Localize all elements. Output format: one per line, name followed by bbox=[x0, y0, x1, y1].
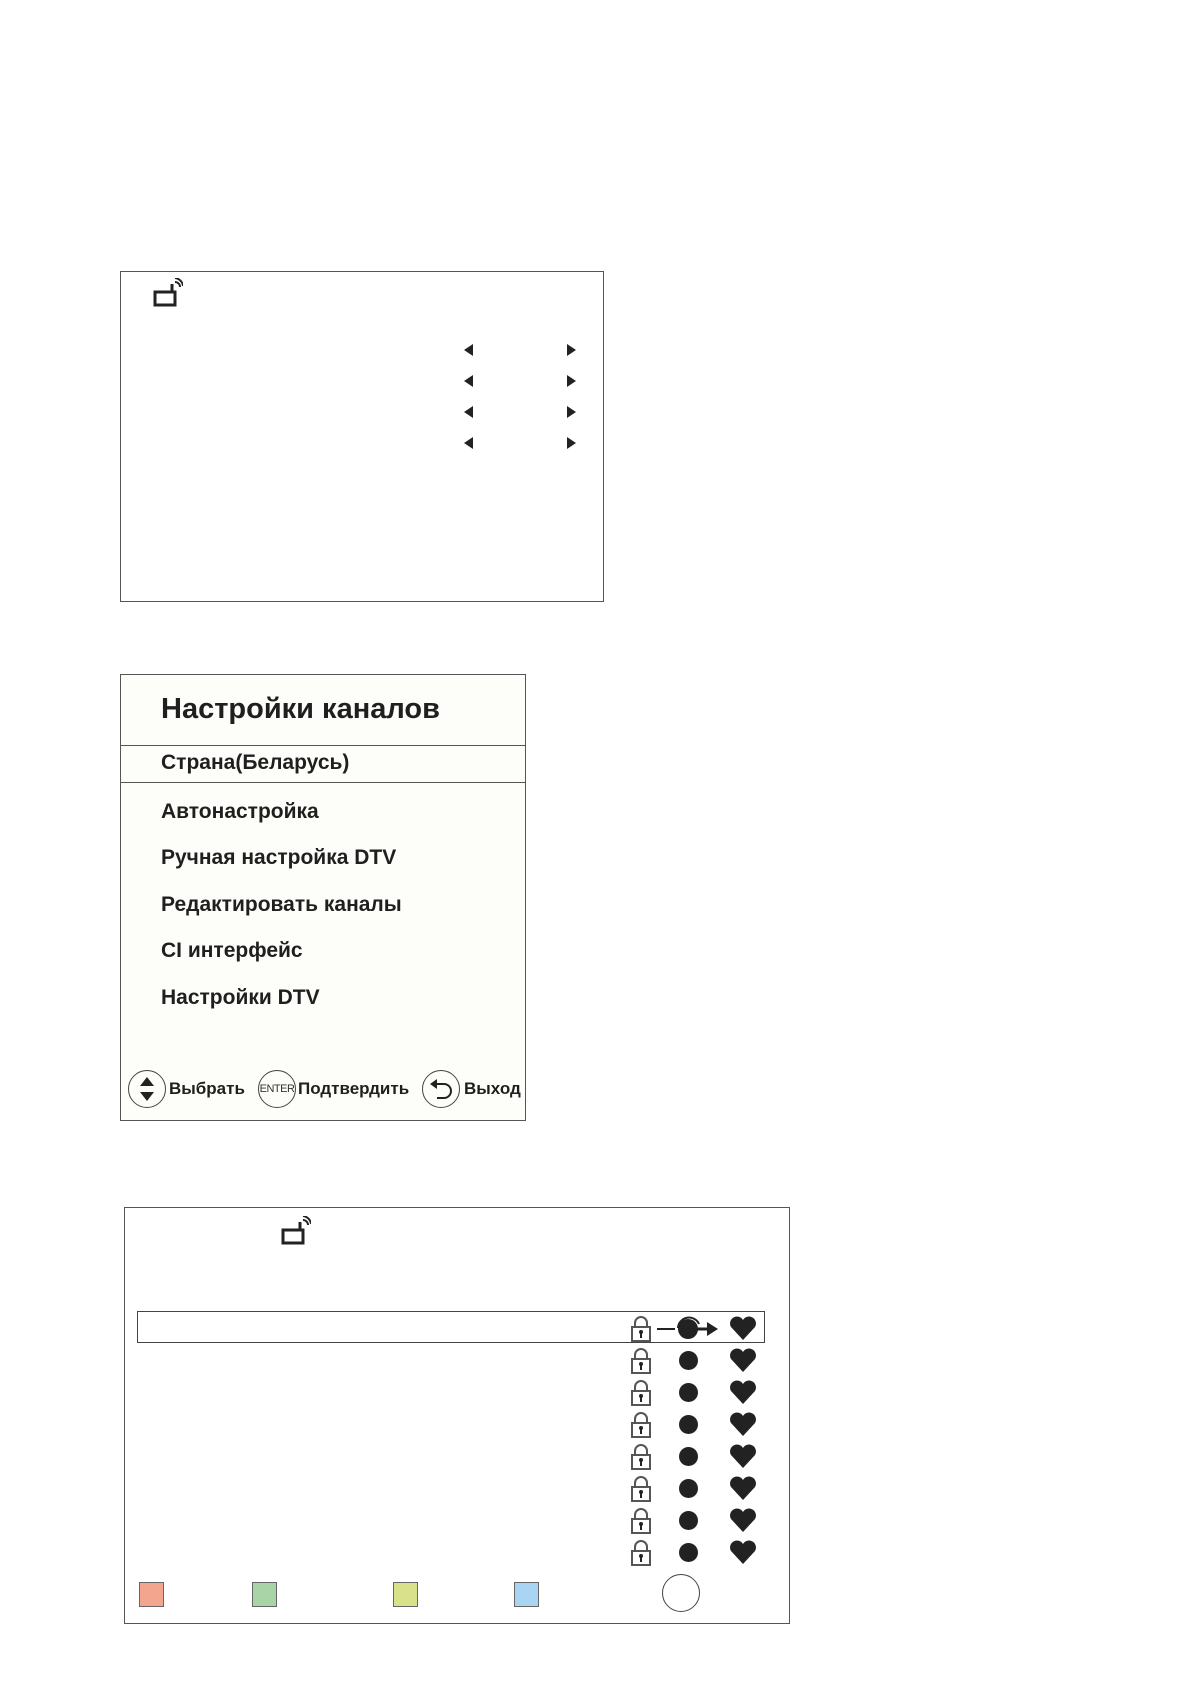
dot-icon[interactable] bbox=[679, 1415, 698, 1434]
channel-row[interactable] bbox=[125, 1345, 789, 1377]
heart-icon[interactable] bbox=[728, 1379, 758, 1410]
menu-item-dtv-settings[interactable]: Настройки DTV bbox=[161, 986, 320, 1009]
lock-icon[interactable] bbox=[630, 1347, 652, 1380]
back-return-icon[interactable] bbox=[422, 1070, 460, 1108]
menu-title: Настройки каналов bbox=[161, 693, 440, 725]
arrow-left-icon[interactable] bbox=[464, 344, 473, 356]
blue-key-button[interactable] bbox=[514, 1582, 539, 1607]
lock-icon[interactable] bbox=[630, 1315, 652, 1348]
dot-icon[interactable] bbox=[679, 1383, 698, 1402]
arrow-left-icon[interactable] bbox=[464, 406, 473, 418]
heart-icon[interactable] bbox=[728, 1347, 758, 1378]
channel-row[interactable] bbox=[125, 1409, 789, 1441]
menu-item-edit-channels[interactable]: Редактировать каналы bbox=[161, 893, 402, 916]
menu-footer-hints bbox=[127, 1070, 525, 1114]
dot-icon[interactable] bbox=[679, 1447, 698, 1466]
dot-icon[interactable] bbox=[679, 1479, 698, 1498]
menu-item-label: Страна(Беларусь) bbox=[161, 751, 350, 774]
channel-row[interactable] bbox=[125, 1473, 789, 1505]
channel-edit-panel bbox=[124, 1207, 790, 1624]
option-row-4[interactable] bbox=[121, 437, 603, 453]
heart-icon[interactable] bbox=[728, 1411, 758, 1442]
arrow-left-icon[interactable] bbox=[464, 375, 473, 387]
yellow-key-button[interactable] bbox=[393, 1582, 418, 1607]
arrow-right-icon[interactable] bbox=[567, 406, 576, 418]
red-key-button[interactable] bbox=[139, 1582, 164, 1607]
menu-item-manual-dtv[interactable]: Ручная настройка DTV bbox=[161, 846, 397, 869]
move-arrow-icon[interactable] bbox=[655, 1316, 725, 1347]
channel-row[interactable] bbox=[125, 1313, 789, 1345]
channel-row[interactable] bbox=[125, 1441, 789, 1473]
dot-icon[interactable] bbox=[679, 1351, 698, 1370]
channel-row[interactable] bbox=[125, 1377, 789, 1409]
channel-settings-menu bbox=[120, 674, 526, 1121]
dot-icon[interactable] bbox=[679, 1511, 698, 1530]
arrow-right-icon[interactable] bbox=[567, 375, 576, 387]
circle-button-icon[interactable] bbox=[662, 1574, 700, 1612]
menu-item-autotune[interactable]: Автонастройка bbox=[161, 800, 319, 823]
lock-icon[interactable] bbox=[630, 1539, 652, 1572]
option-row-3[interactable] bbox=[121, 406, 603, 422]
arrow-left-icon[interactable] bbox=[464, 437, 473, 449]
lock-icon[interactable] bbox=[630, 1379, 652, 1412]
channel-row[interactable] bbox=[125, 1537, 789, 1569]
lock-icon[interactable] bbox=[630, 1411, 652, 1444]
arrow-right-icon[interactable] bbox=[567, 344, 576, 356]
settings-panel bbox=[120, 271, 604, 602]
hint-exit-label: Выход bbox=[464, 1079, 521, 1098]
hint-select-label: Выбрать bbox=[169, 1079, 245, 1098]
tv-antenna-icon bbox=[281, 1216, 311, 1250]
heart-icon[interactable] bbox=[728, 1539, 758, 1570]
lock-icon[interactable] bbox=[630, 1475, 652, 1508]
heart-icon[interactable] bbox=[728, 1507, 758, 1538]
option-row-2[interactable] bbox=[121, 375, 603, 391]
lock-icon[interactable] bbox=[630, 1443, 652, 1476]
menu-item-country[interactable] bbox=[121, 745, 525, 783]
hint-confirm-label: Подтвердить bbox=[298, 1079, 410, 1098]
updown-nav-icon[interactable] bbox=[128, 1070, 166, 1108]
channel-row[interactable] bbox=[125, 1505, 789, 1537]
menu-item-ci-interface[interactable]: CI интерфейс bbox=[161, 939, 303, 962]
dot-icon[interactable] bbox=[679, 1543, 698, 1562]
arrow-right-icon[interactable] bbox=[567, 437, 576, 449]
enter-button-icon[interactable]: ENTER bbox=[258, 1070, 296, 1108]
heart-icon[interactable] bbox=[728, 1315, 758, 1346]
tv-antenna-icon bbox=[153, 278, 183, 312]
green-key-button[interactable] bbox=[252, 1582, 277, 1607]
lock-icon[interactable] bbox=[630, 1507, 652, 1540]
heart-icon[interactable] bbox=[728, 1475, 758, 1506]
option-row-1[interactable] bbox=[121, 344, 603, 360]
heart-icon[interactable] bbox=[728, 1443, 758, 1474]
